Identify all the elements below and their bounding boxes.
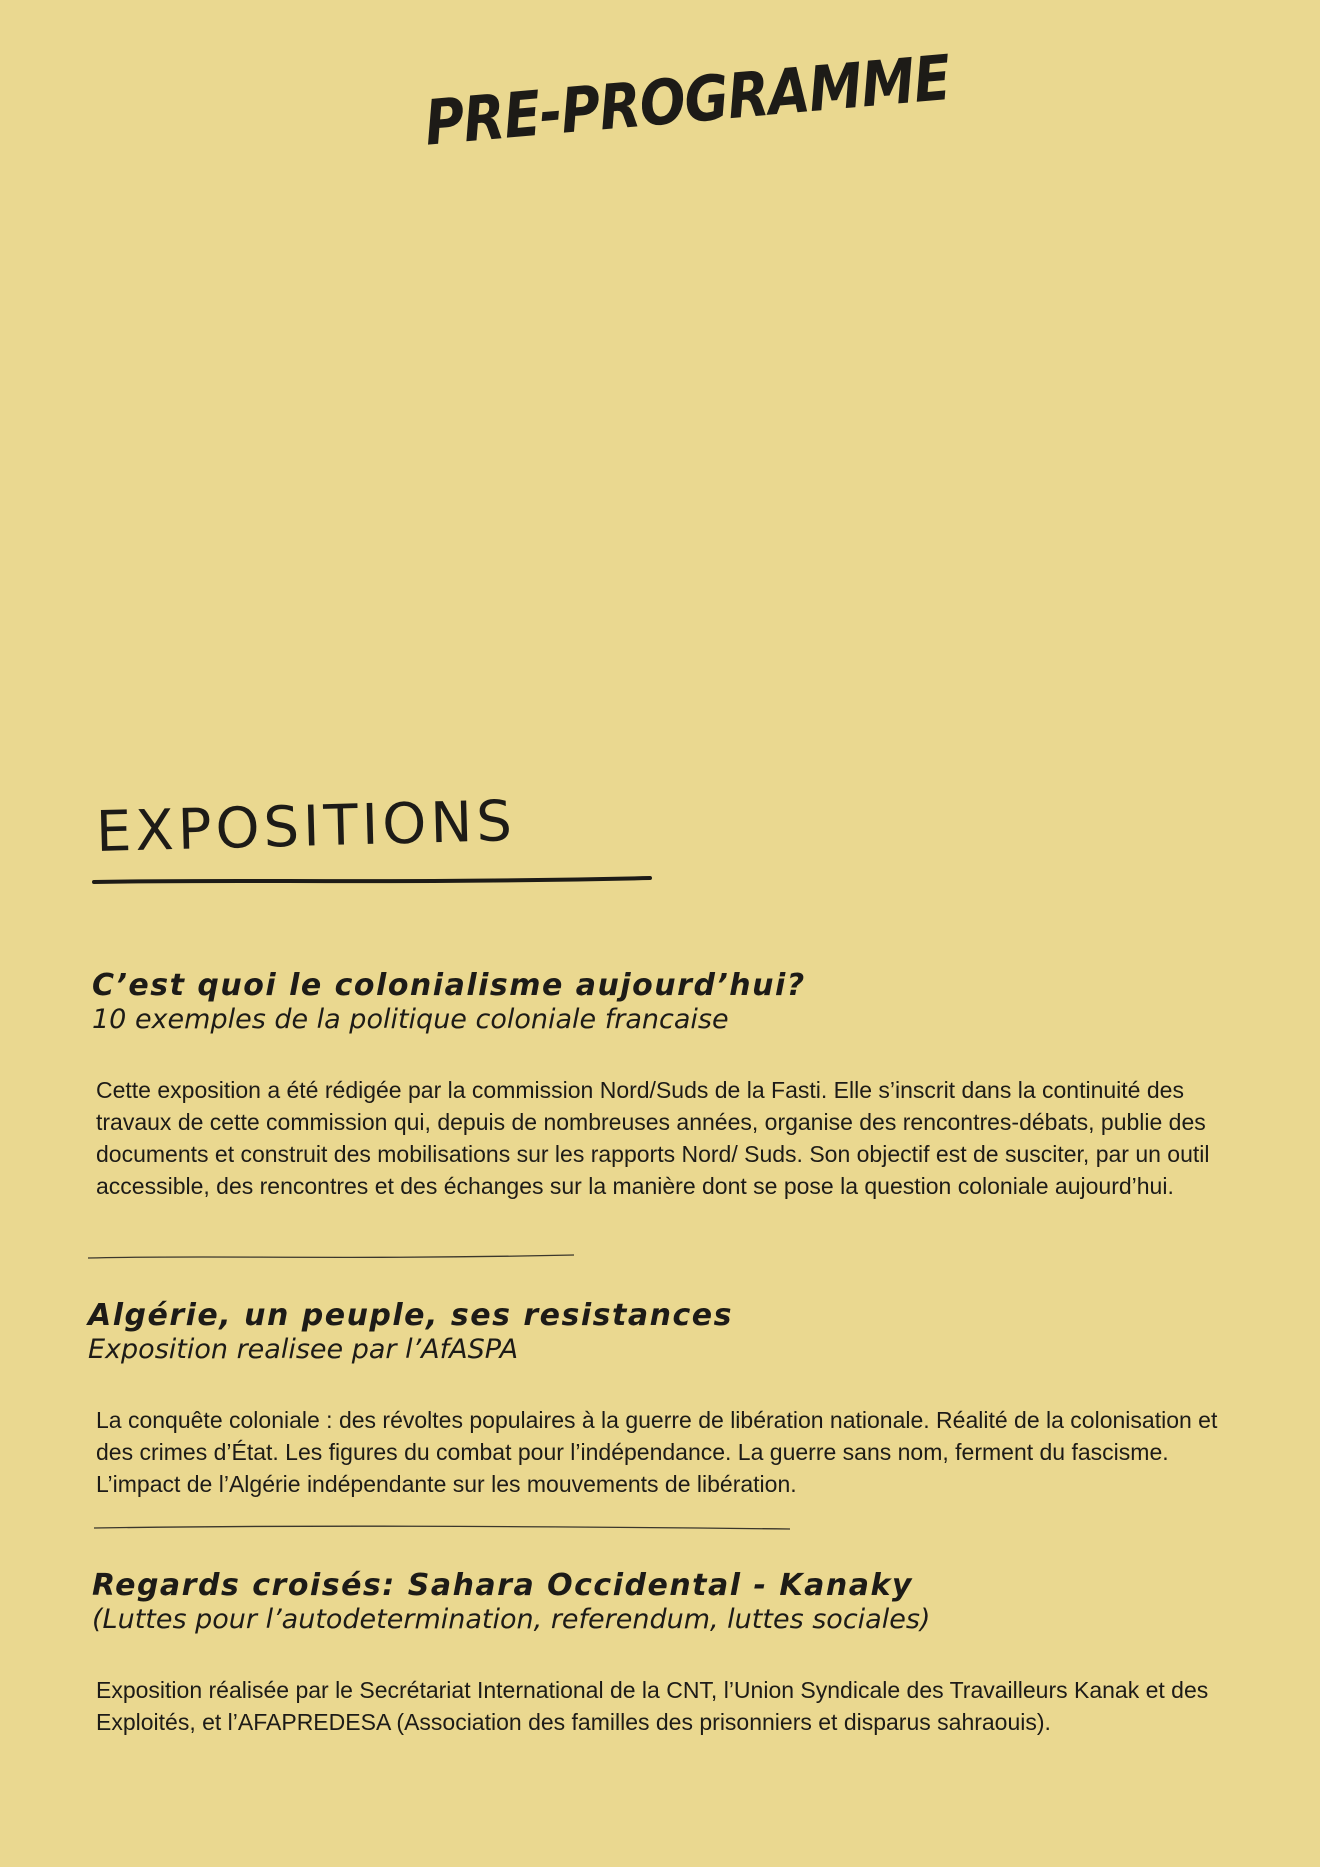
exposition-3-subtitle: (Luttes pour l’autodetermination, referendum, luttes sociales): [92, 1604, 931, 1635]
divider-1: [86, 1252, 576, 1262]
exposition-1-body: Cette exposition a été rédigée par la commission Nord/Suds de la Fasti. Elle s’inscrit dans la continuité des travaux de cette commission qui, depuis de nombreuses années, organise des rencontres-débats, publie des documents et construit des mobilisations sur les rapports Nord/ Suds. Son objectif est de susciter, par un outil accessible, des rencontres et des échanges sur la manière dont se pose la question coloniale aujourd’hui.: [96, 1077, 1210, 1199]
page-title: PRE-PROGRAMME: [421, 41, 953, 160]
exposition-1-subtitle: 10 exemples de la politique coloniale francaise: [92, 1004, 729, 1035]
section-underline: [92, 872, 652, 890]
section-title: EXPOSITIONS: [95, 789, 517, 865]
exposition-3: [92, 1568, 1242, 1738]
exposition-2: [88, 1298, 1242, 1500]
exposition-3-body: Exposition réalisée par le Secrétariat International de la CNT, l’Union Syndicale des Travailleurs Kanak et des Exploités, et l’AFAPREDESA (Association des familles des prisonniers et disparus sahraouis).: [96, 1677, 1209, 1735]
exposition-2-subtitle: Exposition realisee par l’AfASPA: [88, 1334, 519, 1365]
exposition-2-body: La conquête coloniale : des révoltes populaires à la guerre de libération nationale. Réalité de la colonisation et des crimes d’État. Les figures du combat pour l’indépendance. La guerre sans nom, ferment du fascisme. L’impact de l’Algérie indépendante sur les mouvements de libération.: [96, 1407, 1218, 1497]
exposition-1-title: C’est quoi le colonialisme aujourd’hui?: [92, 968, 806, 1003]
exposition-2-title: Algérie, un peuple, ses resistances: [88, 1298, 733, 1333]
divider-2: [92, 1522, 792, 1532]
exposition-3-title: Regards croisés: Sahara Occidental - Kanaky: [92, 1568, 913, 1603]
exposition-1: [92, 968, 1242, 1202]
